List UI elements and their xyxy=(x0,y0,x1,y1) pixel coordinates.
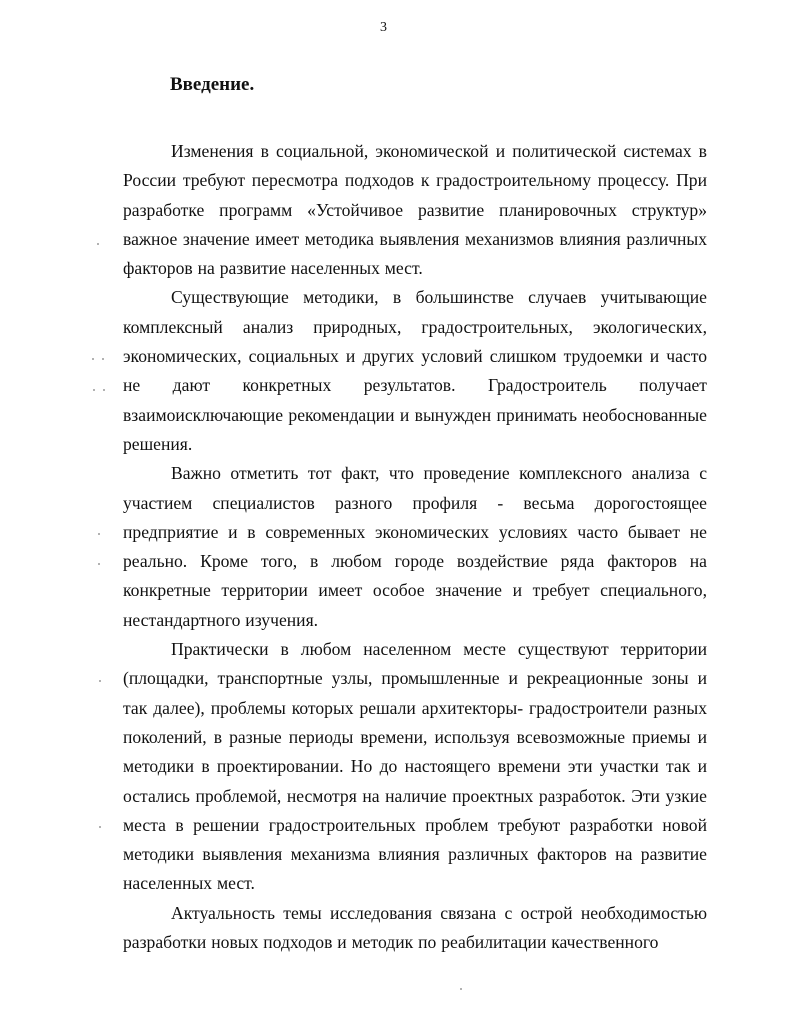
section-heading: Введение. xyxy=(170,74,255,95)
paragraph-4: Практически в любом населенном месте существуют территории (площадки, транспортные узлы, промышленные и рекреационные зоны и так далее), проблемы которых решали архитекторы- градостроители разных поколений, в разные периоды времени, используя всевозможные приемы и методики в проектировании. Но до настоящего времени эти участки так и остались проблемой, несмотря на наличие проектных разработок. Эти узкие места в решении градостроительных проблем требуют разработки новой методики выявления механизма влияния различных факторов на развитие населенных мест. xyxy=(123,639,707,894)
paragraph-5: Актуальность темы исследования связана с острой необходимостью разработки новых подходов и методик по реабилитации качественного xyxy=(123,902,707,953)
scan-speck xyxy=(103,389,105,391)
paragraph-2: Существующие методики, в большинстве случаев учитывающие комплексный анализ природных, градостроительных, экологических, экономических, социальных и других условий слишком трудоемки и часто не дают конкретных результатов. Градостроитель получает взаимоисключающие рекомендации и вынужден принимать необоснованные решения. xyxy=(123,287,707,454)
scan-speck xyxy=(102,358,104,360)
scan-speck xyxy=(98,533,100,535)
scan-speck xyxy=(99,680,101,682)
scan-speck xyxy=(99,826,101,828)
page-number: 3 xyxy=(380,20,387,35)
scan-speck xyxy=(460,988,462,990)
paragraph-3: Важно отметить тот факт, что проведение комплексного анализа с участием специалистов разного профиля - весьма дорогостоящее предприятие и в современных экономических условиях часто бывает не реально. Кроме того, в любом городе воздействие ряда факторов на конкретные территории имеет особое значение и требует специального, нестандартного изучения. xyxy=(123,463,707,630)
scan-speck xyxy=(92,358,94,360)
paragraph-1: Изменения в социальной, экономической и политической системах в России требуют пересмотра подходов к градостроительному процессу. При разработке программ «Устойчивое развитие планировочных структур» важное значение имеет методика выявления механизмов влияния различных факторов на развитие населенных мест. xyxy=(123,141,707,279)
body-text xyxy=(123,137,707,957)
scan-speck xyxy=(98,563,100,565)
scan-speck xyxy=(93,389,95,391)
scan-speck xyxy=(97,243,99,245)
